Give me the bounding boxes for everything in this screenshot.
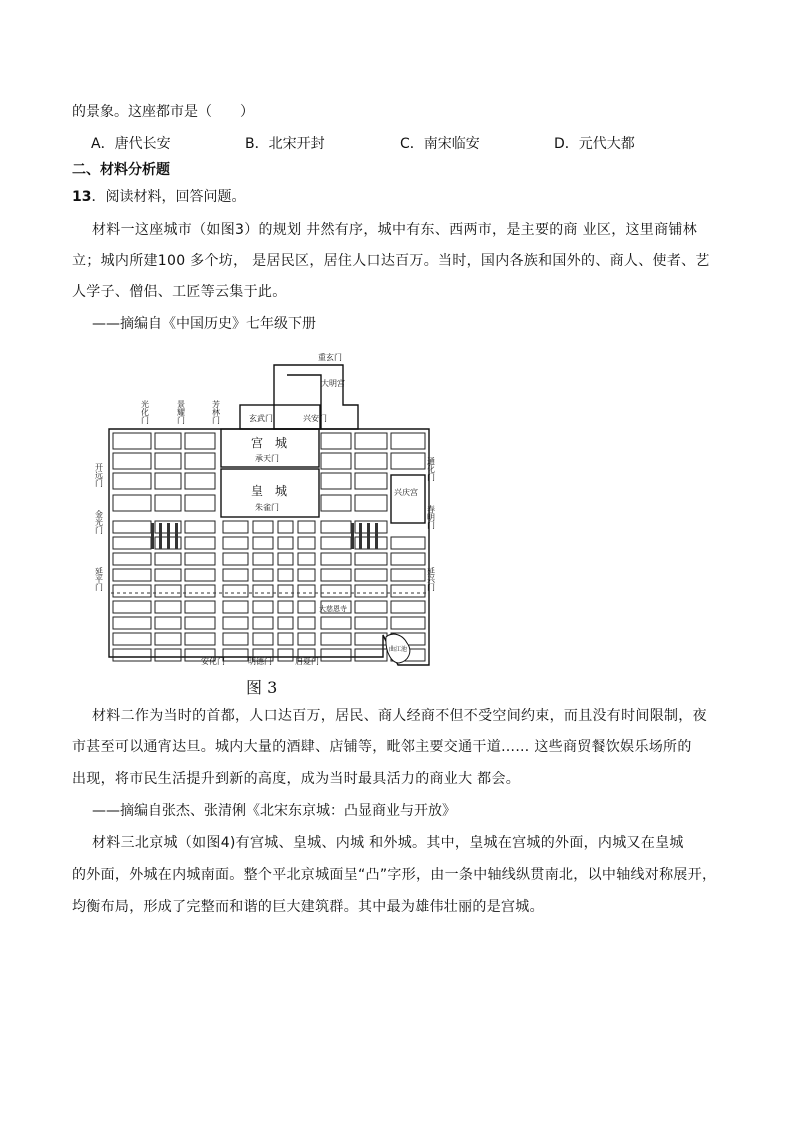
city-ward-block: [113, 553, 151, 565]
city-ward-block: [278, 601, 293, 613]
city-ward-block: [355, 569, 387, 581]
city-ward-block: [355, 553, 387, 565]
city-ward-block: [155, 617, 181, 629]
city-ward-block: [298, 617, 315, 629]
option-a: A．唐代长安: [91, 136, 171, 152]
material-1-line-3: 人学子、僧侣、工匠等云集于此。: [72, 284, 287, 300]
label-chengtian-gate: 承天门: [255, 454, 279, 463]
city-ward-block: [223, 601, 248, 613]
label-daming-palace: 大明宫: [321, 379, 345, 388]
city-ward-block: [391, 601, 425, 613]
label-chongxuan-gate: 重玄门: [318, 353, 342, 362]
city-ward-block: [185, 601, 215, 613]
city-ward-block: [278, 569, 293, 581]
city-ward-block: [253, 617, 273, 629]
material-3-line-2: 的外面，外城在内城南面。整个平北京城面呈“凸”字形，由一条中轴线纵贯南北，以中轴线对称展开，: [72, 867, 717, 883]
city-ward-block: [391, 453, 425, 469]
city-ward-block: [253, 601, 273, 613]
material-1-source: ——摘编自《中国历史》七年级下册: [92, 316, 316, 332]
city-ward-block: [223, 617, 248, 629]
city-ward-block: [355, 495, 387, 511]
city-ward-block: [185, 521, 215, 533]
city-ward-block: [185, 453, 215, 469]
changan-city-map: [94, 345, 443, 670]
city-ward-block: [185, 553, 215, 565]
city-ward-block: [355, 473, 387, 489]
city-ward-block: [298, 601, 315, 613]
city-ward-block: [223, 585, 248, 597]
city-ward-block: [298, 537, 315, 549]
city-ward-block: [253, 569, 273, 581]
city-ward-block: [113, 453, 151, 469]
city-ward-block: [321, 553, 351, 565]
question-13-stem: [72, 188, 245, 206]
city-ward-block: [321, 569, 351, 581]
city-ward-block: [185, 617, 215, 629]
city-ward-block: [278, 617, 293, 629]
city-ward-block: [155, 553, 181, 565]
city-ward-block: [298, 633, 315, 645]
material-2-line-2: 市甚至可以通宵达旦。城内大量的酒肆、店铺等，毗邻主要交通干道…… 这些商贸餐饮娱乐场所的: [72, 739, 692, 755]
city-ward-block: [391, 433, 425, 449]
label-xingan-gate: 兴安门: [303, 414, 327, 423]
city-ward-block: [113, 537, 151, 549]
city-ward-block: [155, 569, 181, 581]
material-2-source: ——摘编自张杰、张清俐《北宋东京城：凸显商业与开放》: [92, 803, 456, 819]
city-ward-block: [113, 633, 151, 645]
city-ward-block: [113, 569, 151, 581]
city-ward-block: [155, 633, 181, 645]
label-mingde-gate: 明德门: [248, 657, 272, 666]
label-imperial-city: 皇 城: [251, 484, 288, 498]
city-ward-block: [321, 473, 351, 489]
city-ward-block: [391, 585, 425, 597]
city-ward-block: [155, 433, 181, 449]
city-ward-block: [113, 649, 151, 661]
city-ward-block: [185, 433, 215, 449]
city-ward-block: [185, 473, 215, 489]
city-ward-block: [278, 553, 293, 565]
city-ward-block: [113, 495, 151, 511]
material-2-line-1: 材料二作为当时的首都，人口达百万，居民、商人经商不但不受空间约束，而且没有时间限制，夜: [92, 708, 707, 724]
material-1-line-1: 材料一这座城市（如图3）的规划 井然有序，城中有东、西两市，是主要的商 业区，这里商铺林: [92, 222, 698, 238]
city-ward-block: [355, 617, 387, 629]
city-ward-block: [155, 649, 181, 661]
label-chunming-gate: 春明门: [426, 505, 436, 529]
city-ward-block: [321, 433, 351, 449]
city-ward-block: [113, 601, 151, 613]
city-ward-block: [355, 649, 387, 661]
city-ward-block: [155, 601, 181, 613]
question-12-tail: 的景象。这座都市是（ ）: [72, 104, 254, 120]
label-palace-city: 宫 城: [251, 436, 288, 450]
city-ward-block: [321, 495, 351, 511]
city-ward-block: [113, 433, 151, 449]
material-2-line-3: 出现，将市民生活提升到新的高度，成为当时最具活力的商业大 都会。: [72, 771, 521, 787]
city-ward-block: [223, 521, 248, 533]
city-ward-block: [355, 601, 387, 613]
label-anhua-gate: 安化门: [201, 657, 225, 666]
city-ward-block: [278, 633, 293, 645]
city-ward-block: [155, 495, 181, 511]
city-ward-block: [185, 633, 215, 645]
city-ward-block: [278, 521, 293, 533]
label-quchi-pool: 曲江池: [389, 646, 408, 653]
city-ward-block: [321, 537, 351, 549]
city-ward-block: [253, 553, 273, 565]
figure-caption: 图 3: [246, 678, 278, 697]
material-3-line-3: 均衡布局，形成了完整而和谐的巨大建筑群。其中最为雄伟壮丽的是宫城。: [72, 899, 544, 915]
option-d: D．元代大都: [554, 136, 635, 152]
city-ward-block: [355, 453, 387, 469]
city-ward-block: [253, 521, 273, 533]
city-ward-block: [223, 553, 248, 565]
city-ward-block: [391, 537, 425, 549]
city-ward-block: [278, 537, 293, 549]
label-xuanwu-gate: 玄武门: [249, 414, 273, 423]
label-guanghua-gate: 光化门: [140, 400, 150, 424]
city-ward-block: [185, 585, 215, 597]
city-ward-block: [185, 537, 215, 549]
city-ward-block: [355, 633, 387, 645]
city-ward-block: [391, 553, 425, 565]
city-ward-block: [321, 617, 351, 629]
city-ward-block: [321, 521, 351, 533]
city-ward-block: [321, 633, 351, 645]
city-ward-block: [113, 617, 151, 629]
city-ward-block: [253, 633, 273, 645]
label-jinguang-gate: 金光门: [94, 510, 104, 534]
label-yanxing-gate: 延兴门: [426, 567, 436, 591]
city-ward-block: [155, 453, 181, 469]
city-ward-block: [278, 585, 293, 597]
option-b: B．北宋开封: [245, 136, 325, 152]
city-ward-block: [113, 585, 151, 597]
city-ward-block: [355, 433, 387, 449]
city-ward-block: [298, 553, 315, 565]
city-ward-block: [321, 585, 351, 597]
city-ward-block: [155, 473, 181, 489]
label-xingqing-palace: 兴庆宫: [394, 488, 418, 497]
city-ward-block: [223, 649, 248, 661]
option-c: C．南宋临安: [400, 136, 480, 152]
city-ward-block: [155, 585, 181, 597]
city-ward-block: [321, 453, 351, 469]
city-ward-block: [321, 649, 351, 661]
city-ward-block: [298, 569, 315, 581]
city-ward-block: [253, 585, 273, 597]
city-ward-block: [223, 633, 248, 645]
label-kaiyuan-gate: 开远门: [94, 463, 104, 487]
city-ward-block: [253, 537, 273, 549]
city-ward-block: [185, 569, 215, 581]
city-ward-block: [185, 495, 215, 511]
question-13-text: ．阅读材料，回答问题。: [91, 189, 246, 205]
city-ward-block: [223, 537, 248, 549]
section-title: 二、材料分析题: [72, 162, 170, 178]
label-jingyao-gate: 景耀门: [176, 400, 186, 424]
material-3-line-1: 材料三北京城（如图4)有宫城、皇城、内城 和外城。其中，皇城在宫城的外面，内城又在皇城: [92, 835, 684, 851]
city-ward-block: [298, 585, 315, 597]
label-qixia-gate: 启夏门: [295, 657, 319, 666]
label-dayan-temple: 大慈恩寺: [319, 605, 347, 613]
label-yanping-gate: 延平门: [94, 567, 104, 591]
city-ward-block: [223, 569, 248, 581]
city-ward-block: [355, 585, 387, 597]
label-zhuque-gate: 朱雀门: [255, 503, 279, 512]
city-ward-block: [391, 617, 425, 629]
label-tonghua-gate: 通化门: [426, 457, 436, 481]
label-fanglin-gate: 芳林门: [211, 400, 221, 424]
city-ward-block: [391, 569, 425, 581]
question-number: 13: [72, 189, 92, 205]
city-ward-block: [113, 521, 151, 533]
city-ward-block: [298, 521, 315, 533]
material-1-line-2: 立；城内所建100 多个坊， 是居民区，居住人口达百万。当时，国内各族和国外的、商人、使者、艺: [72, 253, 710, 269]
city-ward-block: [113, 473, 151, 489]
city-ward-block: [278, 649, 293, 661]
